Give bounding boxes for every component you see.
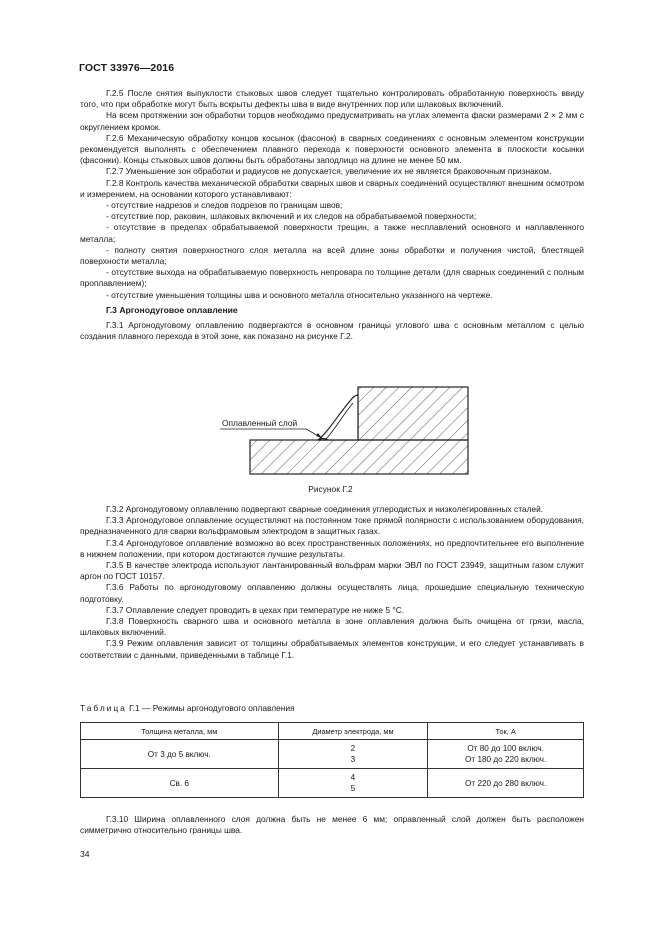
cell-value: 5 bbox=[350, 784, 356, 793]
figure-g2-weld-diagram bbox=[210, 385, 470, 477]
paragraph: На всем протяжении зон обработки торцов необходимо предусматривать на углах элемента фаски размерами 2 × 2 мм с округлением кромок. bbox=[80, 110, 584, 132]
paragraph: Г.2.5 После снятия выпуклости стыковых швов следует тщательно контролировать обработанную поверхность ввиду того, что при обработке могут быть вскрыты дефекты шва в виде внутренних пор или шлаковых включений. bbox=[80, 88, 584, 110]
cell-value: 3 bbox=[350, 755, 356, 764]
table-row bbox=[81, 769, 584, 798]
paragraph: Г.3.7 Оплавление следует проводить в цехах при температуре не ниже 5 °С. bbox=[106, 604, 405, 615]
section-g3-10-text bbox=[80, 814, 584, 836]
figure-caption: Рисунок Г.2 bbox=[308, 484, 353, 494]
paragraph: Г.3.10 Ширина оплавленного слоя должна быть не менее 6 мм; оправленный слой должен быть расположен симметрично относительно границы шва. bbox=[80, 814, 584, 836]
table-header-row bbox=[81, 723, 584, 740]
modes-table bbox=[80, 722, 584, 798]
section-heading: Г.3 Аргонодуговое оплавление bbox=[106, 304, 238, 315]
table-cell: Св. 6 bbox=[81, 769, 279, 798]
column-header: Ток, А bbox=[428, 723, 584, 740]
paragraph: Г.2.8 Контроль качества механической обработки сварных швов и сварных соединений осуществляют внешним осмотром и измерением, на основании которого устанавливают: bbox=[80, 177, 584, 199]
page-number: 34 bbox=[80, 849, 90, 859]
table-cell bbox=[278, 769, 428, 798]
document-header: ГОСТ 33976—2016 bbox=[79, 62, 175, 74]
table-cell bbox=[428, 740, 584, 769]
paragraph: Г.3.8 Поверхность сварного шва и основного металла в зоне оплавления должна быть очищена от грязи, масла, шлаковых включений. bbox=[80, 616, 584, 638]
table-row bbox=[81, 740, 584, 769]
list-item: - полноту снятия поверхностного слоя металла на всей длине зоны обработки и получения чистой, блестящей поверхности металла; bbox=[80, 244, 584, 267]
column-header: Диаметр электрода, мм bbox=[278, 723, 428, 740]
upper-plate bbox=[358, 387, 468, 440]
column-header: Толщина металла, мм bbox=[81, 723, 279, 740]
paragraph: Г.3.6 Работы по аргонодуговому оплавлению должны осуществлять лица, прошедшие специальную техническую подготовку. bbox=[80, 582, 584, 604]
paragraph: Г.3.5 В качестве электрода используют лантанированный вольфрам марки ЭВЛ по ГОСТ 23949, защитным газом служит аргон по ГОСТ 10157. bbox=[80, 560, 584, 582]
list-item: - отсутствие надрезов и следов подрезов по границам швов; bbox=[106, 200, 343, 211]
list-item: - отсутствие в пределах обрабатываемой поверхности трещин, а также несплавлений основного и наплавленного металла; bbox=[80, 222, 584, 244]
table-title-text: Г.1 — Режимы аргонодугового оплавления bbox=[126, 703, 295, 713]
paragraph: Г.3.4 Аргонодуговое оплавление возможно во всех пространственных положениях, но предпочтительнее его выполнение в нижнем положении, при котором достигаются лучшие результаты. bbox=[80, 537, 584, 559]
table-cell: От 220 до 280 включ. bbox=[428, 769, 584, 798]
list-item: - отсутствие уменьшения толщины шва и основного металла относительно указанного на чертеже. bbox=[106, 289, 493, 300]
cell-value: 4 bbox=[350, 773, 356, 782]
table-title bbox=[80, 703, 295, 713]
paragraph: Г.2.6 Механическую обработку концов косынок (фасонок) в сварных соединениях с основным элементом конструкции рекомендуется выполнять с обеспечением плавного перехода к поверхности основного элемента в плоскости косынки (фасонки). Концы стыковых швов должны быть обработаны заподлицо на длине не менее 50 мм. bbox=[80, 132, 584, 166]
table-cell bbox=[278, 740, 428, 769]
cell-value: От 180 до 220 включ. bbox=[465, 755, 547, 764]
paragraph: Г.3.9 Режим оплавления зависит от толщины обрабатываемых элементов конструкции, и его следует устанавливать в соответствии с данными, приведенными в таблице Г.1. bbox=[80, 638, 584, 660]
table-cell: От 3 до 5 включ. bbox=[81, 740, 279, 769]
figure-label: Оплавленный слой bbox=[222, 418, 298, 428]
fillet-weld bbox=[318, 395, 358, 440]
cell-value: От 80 до 100 включ. bbox=[467, 744, 544, 753]
paragraph: Г.2.7 Уменьшение зон обработки и радиусов не допускается, увеличение их не является браковочным признаком. bbox=[106, 166, 552, 177]
paragraph: Г.3.3 Аргонодуговое оплавление осуществляют на постоянном токе прямой полярности с использованием оборудования, предназначенного для сварки вольфрамовым электродом в защитных газах. bbox=[80, 515, 584, 537]
section-g2-text bbox=[80, 88, 584, 342]
list-item: - отсутствие выхода на обрабатываемую поверхность непровара по толщине детали (для сварных соединений с полным проплавлением); bbox=[80, 267, 584, 289]
list-item: - отсутствие пор, раковин, шлаковых включений и их следов на обрабатываемой поверхности; bbox=[106, 211, 477, 222]
paragraph: Г.3.2 Аргонодуговому оплавлению подвергают сварные соединения углеродистых и низколегированных сталей. bbox=[106, 504, 544, 514]
cell-value: 2 bbox=[350, 744, 356, 753]
paragraph: Г.3.1 Аргонодуговому оплавлению подвергаются в основном границы углового шва с основным металлом с целью создания плавного перехода в этой зоне, как показано на рисунке Г.2. bbox=[80, 320, 584, 342]
base-plate bbox=[250, 440, 468, 474]
table-title-word: Таблица bbox=[80, 703, 127, 713]
section-g3-text bbox=[80, 504, 584, 661]
